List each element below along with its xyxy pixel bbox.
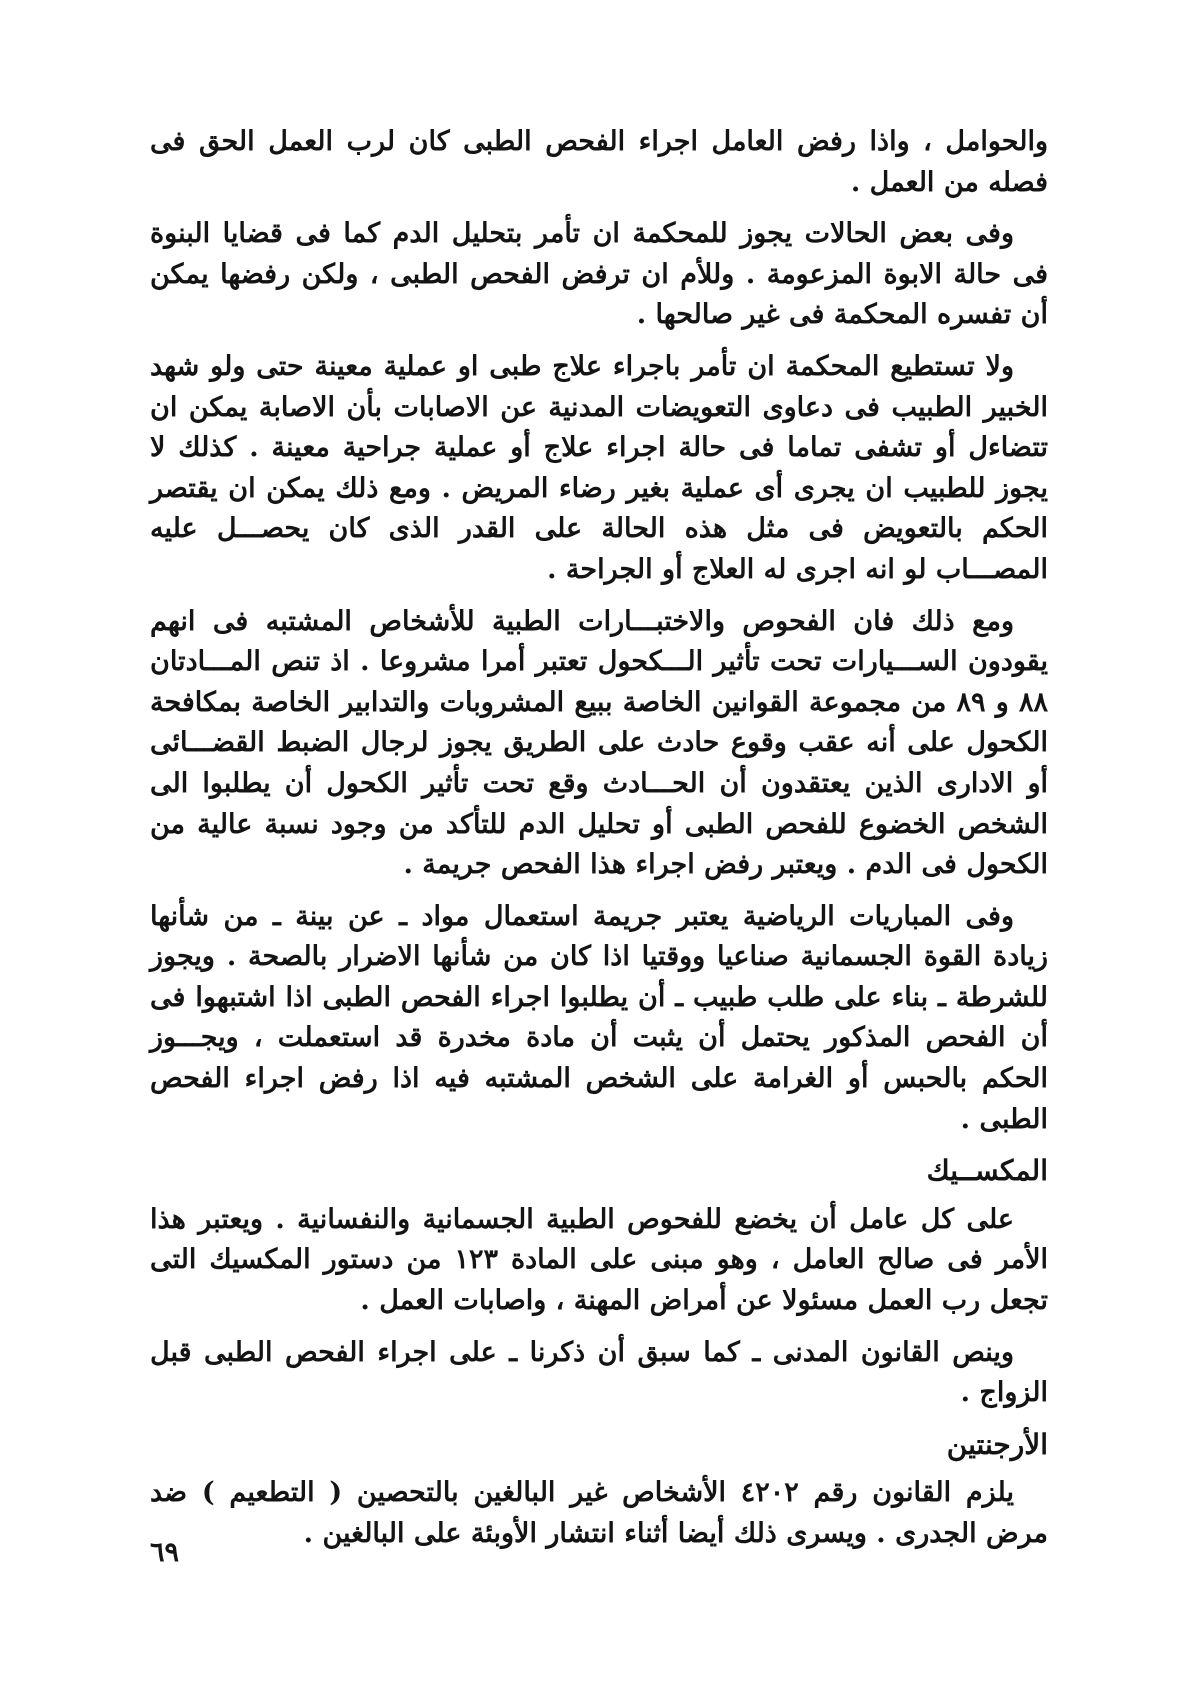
paragraph-treatment-order: ولا تستطيع المحكمة ان تأمر باجراء علاج طبى او عملية معينة حتى ولو شهد الخبير الطبيب فى دعاوى التعويضات المدنية عن الاصابات بأن الاصابة يمكن ان تتضاءل أو تشفى تماما فى حالة اجراء علاج أو عملية جراحية معينة . كذلك لا يجوز للطبيب ان يجرى أى عملية بغير رضاء المريض . ومع ذلك يمكن ان يقتصر الحكم بالتعويض فى مثل هذه الحالة على القدر الذى كان يحصـــل عليه المصـــاب لو انه اجرى له العلاج أو الجراحة . — [150, 350, 1048, 585]
paragraph-drivers-alcohol: ومع ذلك فان الفحوص والاختبـــارات الطبية للأشخاص المشتبه فى انهم يقودون الســـيارات تحت تأثير الـــكحول تعتبر أمرا مشروعا . اذ تنص المـــادتان ٨٨ و ٨٩ من مجموعة القوانين الخاصة ببيع المشروبات والتدابير الخاصة بمكافحة الكحول على أنه عقب وقوع حادث على الطريق يجوز لرجال الضبط القضـــائى أو الادارى الذين يعتقدون أن الحـــادث وقع تحت تأثير الكحول أن يطلبوا الى الشخص الخضوع للفحص الطبى أو تحليل الدم للتأكد من وجود نسبة عالية من الكحول فى الدم . ويعتبر رفض اجراء هذا الفحص جريمة . — [150, 605, 1048, 881]
page-number: ٦٩ — [150, 1537, 180, 1568]
section-heading-argentina: الأرجنتين — [946, 1427, 1048, 1461]
page-body — [150, 122, 1048, 1566]
paragraph-sports-doping: وفى المباريات الرياضية يعتبر جريمة استعمال مواد ـ عن بينة ـ من شأنها زيادة القوة الجسمانية صناعيا ووقتيا اذا كان من شأنها الاضرار بالصحة . ويجوز للشرطة ـ بناء على طلب طبيب ـ أن يطلبوا اجراء الفحص الطبى اذا اشتبهوا فى أن الفحص المذكور يحتمل أن يثبت أن مادة مخدرة قد استعملت ، ويجـــوز الحكم بالحبس أو الغرامة على الشخص المشتبه فيه اذا رفض اجراء الفحص الطبى . — [150, 900, 1048, 1135]
paragraph-blood-test: وفى بعض الحالات يجوز للمحكمة ان تأمر بتحليل الدم كما فى قضايا البنوة فى حالة الابوة المزعومة . وللأم ان ترفض الفحص الطبى ، ولكن رفضها يمكن أن تفسره المحكمة فى غير صالحها . — [150, 218, 1048, 331]
paragraph-argentina-vaccination: يلزم القانون رقم ٤٢٠٢ الأشخاص غير البالغين بالتحصين ( التطعيم ) ضد مرض الجدرى . ويسرى ذلك أيضا أثناء انتشار الأوبئة على البالغين . — [150, 1477, 1048, 1549]
paragraph-mexico-civil-law: وينص القانون المدنى ـ كما سبق أن ذكرنا ـ على اجراء الفحص الطبى قبل الزواج . — [150, 1336, 1048, 1409]
paragraph-mexico-workers: على كل عامل أن يخضع للفحوص الطبية الجسمانية والنفسانية . ويعتبر هذا الأمر فى صالح العامل ، وهو مبنى على المادة ١٢٣ من دستور المكسيك التى تجعل رب العمل مسئولا عن أمراض المهنة ، واصابات العمل . — [150, 1203, 1048, 1317]
paragraph-continuation: والحوامل ، واذا رفض العامل اجراء الفحص الطبى كان لرب العمل الحق فى فصله من العمل . — [150, 126, 1048, 198]
section-heading-mexico: المكســيك — [926, 1154, 1048, 1188]
